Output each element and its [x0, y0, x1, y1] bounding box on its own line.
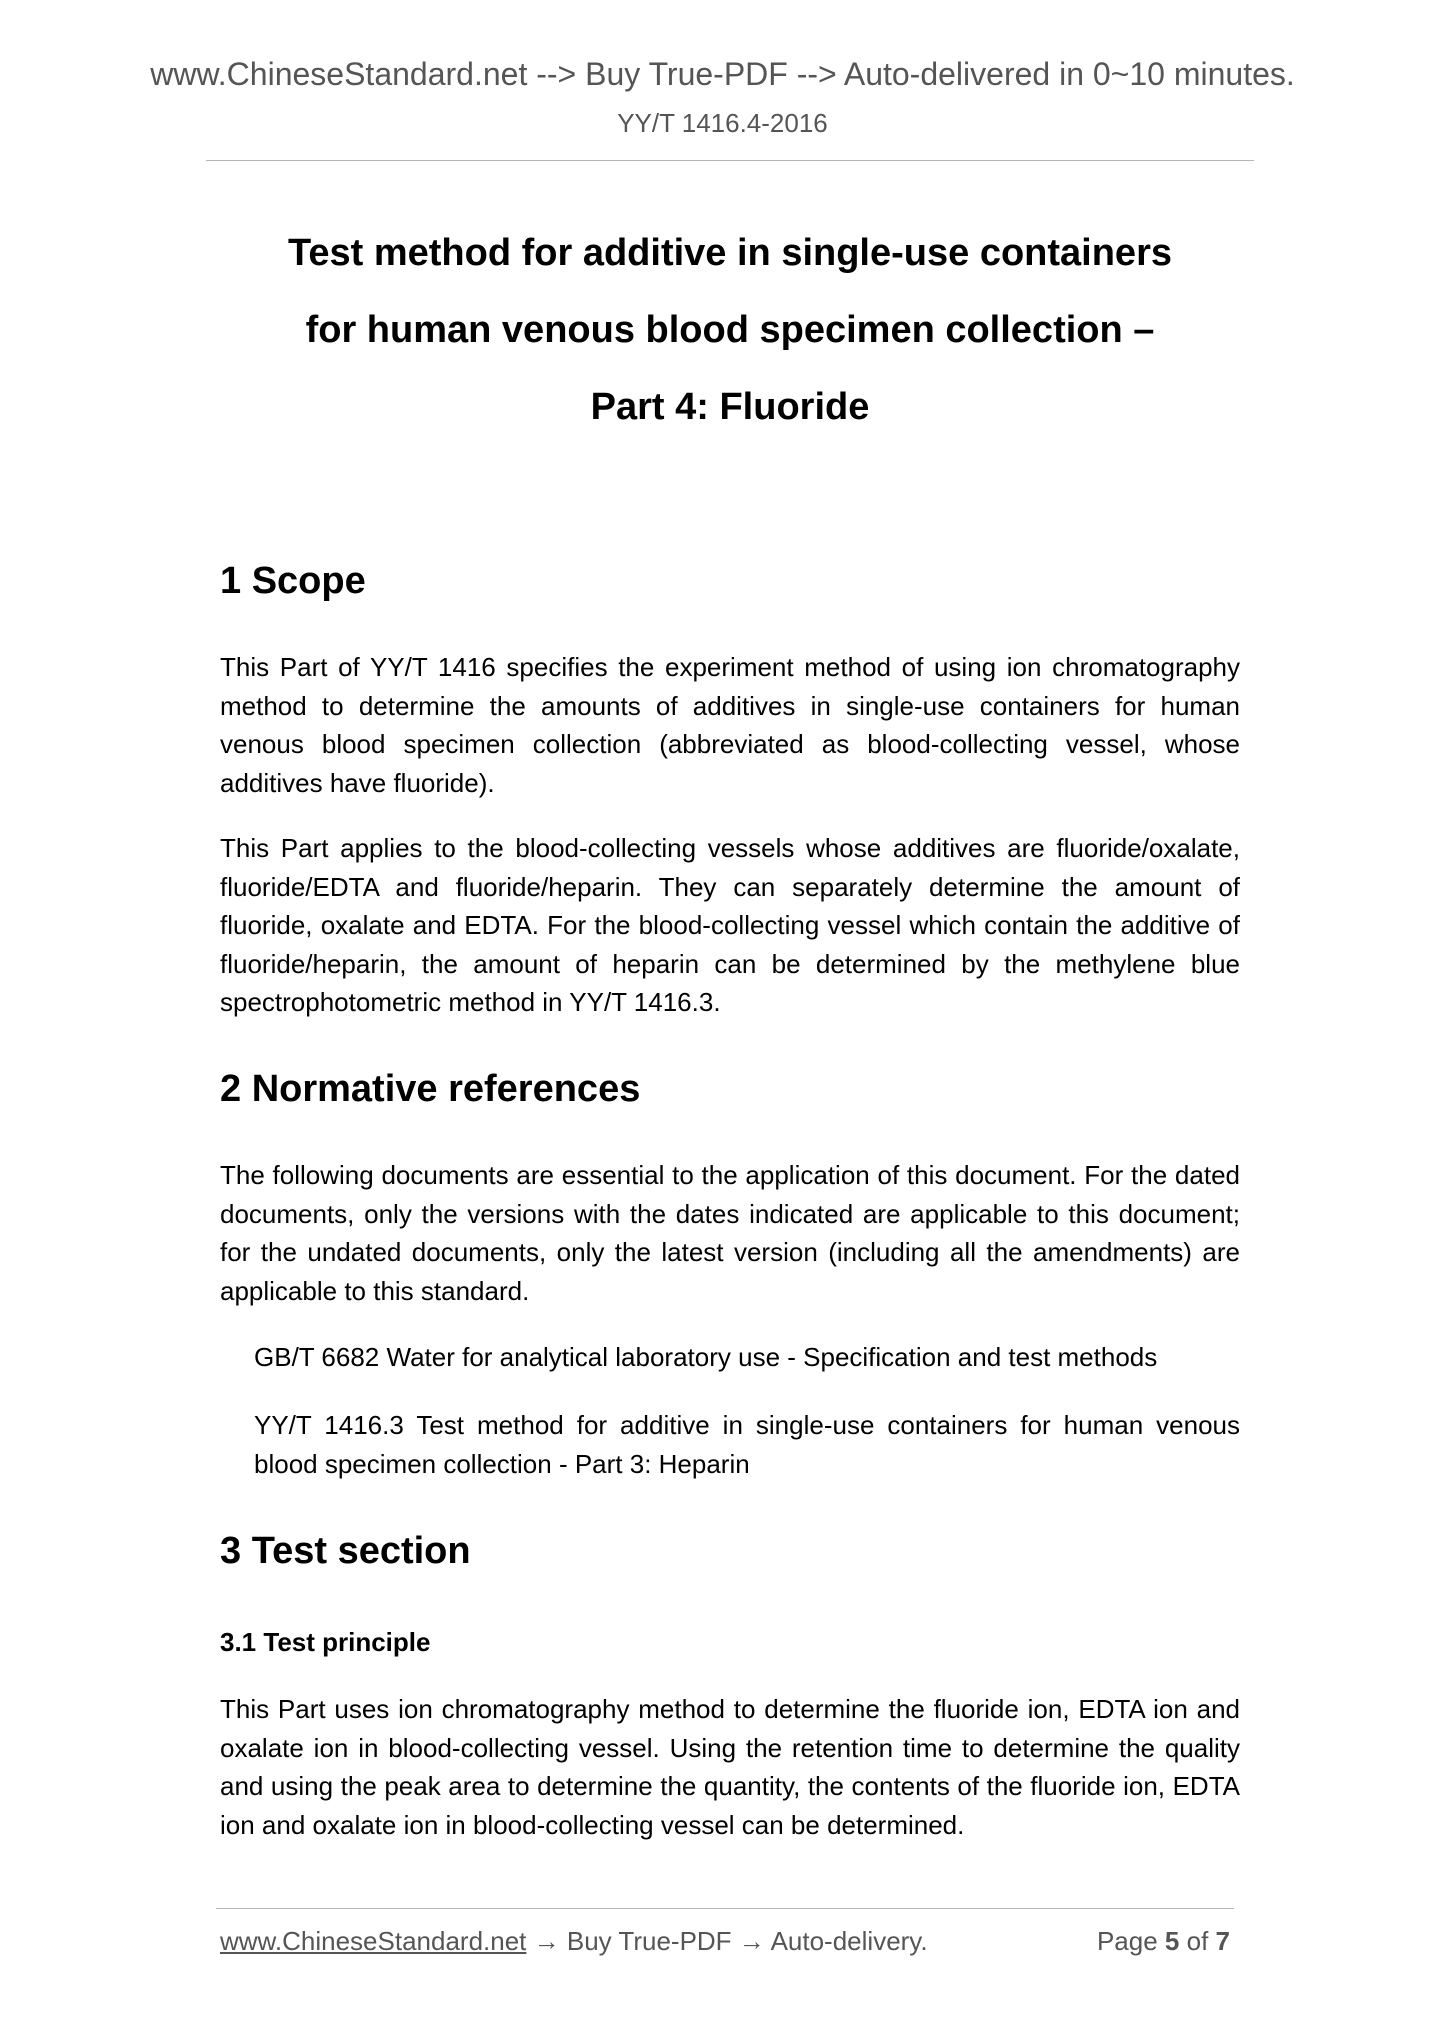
title-line-3: Part 4: Fluoride [590, 386, 870, 428]
title-line-1: Test method for additive in single-use containers [287, 232, 1172, 274]
reference-item-gb-t-6682: GB/T 6682 Water for analytical laboratory use - Specification and test methods [254, 1342, 1158, 1372]
header-banner: www.ChineseStandard.net --> Buy True-PDF --> Auto-delivered in 0~10 minutes. [150, 56, 1295, 92]
document-title [206, 215, 1254, 446]
test-section-heading: 3 Test section [220, 1530, 471, 1572]
normative-references-heading: 2 Normative references [220, 1068, 641, 1110]
footer [220, 1926, 1230, 1957]
page-of: of [1186, 1926, 1209, 1956]
scope-heading: 1 Scope [220, 560, 366, 602]
scope-paragraph-2: This Part applies to the blood-collecting vessels whose additives are fluoride/oxalate, fluoride/EDTA and fluoride/heparin. They can separately determine the amount of fluoride, oxalate and EDTA. For the blood-collecting vessel which contain the additive of fluoride/heparin, the amount of heparin can be determined by the methylene blue spectrophotometric method in YY/T 1416.3. [220, 833, 1240, 1017]
test-principle-paragraph: This Part uses ion chromatography method to determine the fluoride ion, EDTA ion and oxalate ion in blood-collecting vessel. Using the retention time to determine the quality and using the peak area to determine the quantity, the contents of the fluoride ion, EDTA ion and oxalate ion in blood-collecting vessel can be determined. [220, 1694, 1240, 1840]
references-paragraph: The following documents are essential to the application of this document. For the dated documents, only the versions with the dates indicated are applicable to this document; for the undated documents, only the latest version (including all the amendments) are applicable to this standard. [220, 1160, 1240, 1306]
title-line-2: for human venous blood specimen collection – [305, 309, 1155, 351]
scope-paragraph-1: This Part of YY/T 1416 specifies the experiment method of using ion chromatography method to determine the amounts of additives in single-use containers for human venous blood specimen collection (abbreviated as blood-collecting vessel, whose additives have fluoride). [220, 652, 1240, 798]
test-principle-heading: 3.1 Test principle [220, 1627, 431, 1657]
page-indicator [1097, 1926, 1230, 1957]
footer-text: → Buy True-PDF → Auto-delivery. [526, 1926, 928, 1956]
document-code: YY/T 1416.4-2016 [617, 108, 828, 138]
page-label: Page [1096, 1926, 1158, 1956]
reference-item-yy-t-1416-3: YY/T 1416.3 Test method for additive in single-use containers for human venous blood specimen collection - Part 3: Heparin [254, 1410, 1240, 1479]
footer-website-link[interactable]: www.ChineseStandard.net [220, 1926, 527, 1956]
page-total: 7 [1215, 1926, 1230, 1956]
page-current: 5 [1164, 1926, 1180, 1956]
header-divider [206, 160, 1254, 161]
footer-divider [216, 1908, 1234, 1909]
